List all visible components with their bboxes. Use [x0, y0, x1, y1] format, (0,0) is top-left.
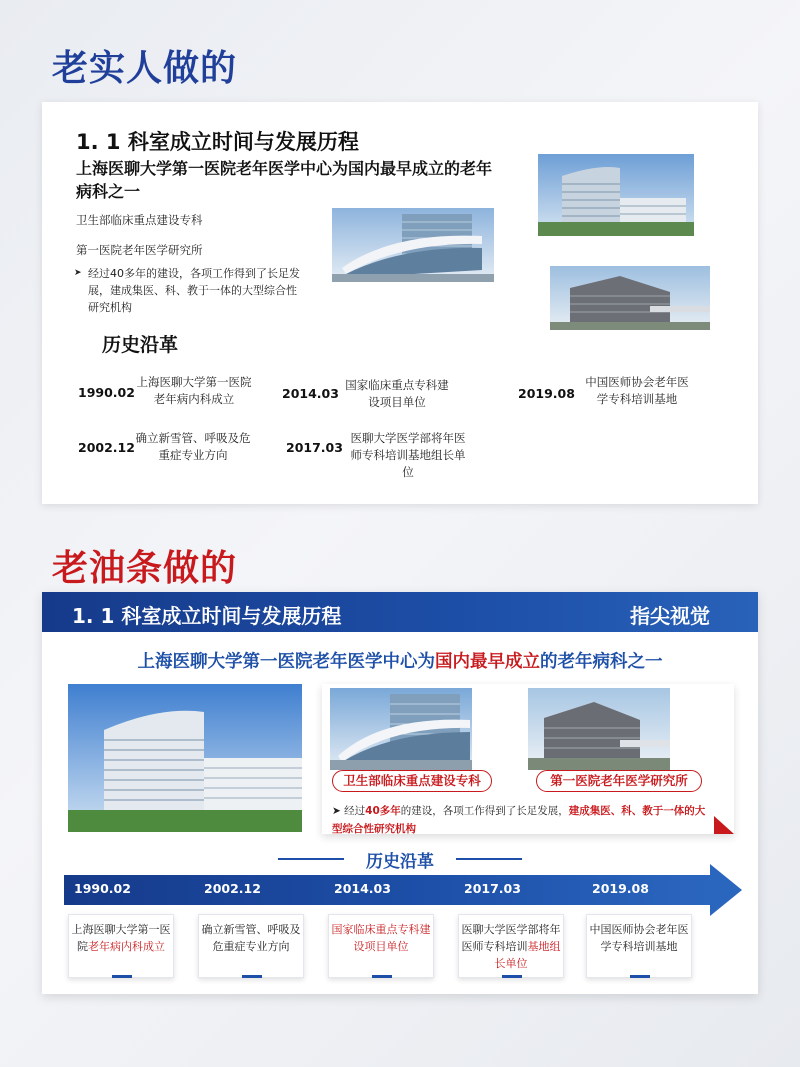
- slide1-event-desc: 国家临床重点专科建设项目单位: [345, 378, 449, 409]
- slide1-tag-institute: 第一医院老年医学研究所: [76, 243, 203, 257]
- timeline-card: [68, 914, 174, 978]
- bullet-arrow-icon: ➤: [332, 805, 345, 817]
- curved-building-icon: [332, 208, 494, 282]
- card-text: 中国医师协会老年医学专科培训基地: [589, 923, 689, 953]
- hospital-photo-curved: [330, 688, 472, 770]
- timeline-year: 2019.08: [592, 881, 649, 896]
- card-underline: [372, 975, 392, 978]
- tag-key-specialty: 卫生部临床重点建设专科: [332, 770, 492, 792]
- card-underline: [502, 975, 522, 978]
- slide1-subtitle: 上海医聊大学第一医院老年医学中心为国内最早成立的老年病科之一: [76, 159, 493, 201]
- note-highlight: 40多年: [365, 805, 401, 817]
- slide1-bullet-text: 经过40多年的建设，各项工作得到了长足发展，建成集医、科、教于一体的大型综合性研究机构: [88, 267, 300, 314]
- hospital-photo-tower: [538, 154, 694, 236]
- hospital-photo-bridge: [550, 266, 710, 330]
- slide2-bullet: [332, 802, 707, 838]
- bridge-building-icon: [550, 266, 710, 330]
- timeline-card: [458, 914, 564, 978]
- tag-institute: 第一医院老年医学研究所: [536, 770, 702, 792]
- brand-label: 指尖视觉: [630, 604, 710, 628]
- headline-highlight: 国内最早成立: [435, 652, 540, 672]
- card-highlight: 老年病内科成立: [88, 940, 165, 953]
- card-underline: [630, 975, 650, 978]
- note-highlight: 建成集医、科、教于一体的大型综合性研究机构: [332, 805, 706, 835]
- card-underline: [242, 975, 262, 978]
- card-underline: [112, 975, 132, 978]
- timeline-year: 2002.12: [204, 881, 261, 896]
- slide2-headline: [42, 648, 758, 673]
- note-part: 的建设，各项工作得到了长足发展，: [400, 805, 569, 817]
- main-building-icon: [68, 684, 302, 832]
- slide2-history-title: 历史沿革: [366, 852, 434, 872]
- card-text: 确立新雪管、呼吸及危重症专业方向: [201, 923, 301, 953]
- slide1-event-desc: 中国医师协会老年医学专科培训基地: [585, 375, 689, 406]
- slide1-bullet: [74, 265, 304, 316]
- timeline-year: 2017.03: [464, 881, 521, 896]
- slide1-event-desc: 确立新雪管、呼吸及危重症专业方向: [135, 431, 251, 462]
- slide1-event-date: 1990.02: [78, 385, 135, 400]
- hospital-photo-bridge: [528, 688, 670, 770]
- slide2-title: 1. 1 科室成立时间与发展历程: [72, 604, 342, 628]
- corner-fold-icon: [714, 816, 734, 834]
- slide1-history-title: 历史沿革: [102, 334, 179, 356]
- slide1-event-date: 2017.03: [286, 440, 343, 455]
- slide1-title: 1. 1 科室成立时间与发展历程: [76, 130, 359, 154]
- slide1-event-desc: 上海医聊大学第一医院老年病内科成立: [136, 375, 252, 406]
- timeline-year: 2014.03: [334, 881, 391, 896]
- tower-building-icon: [538, 154, 694, 236]
- headline-part: 上海医聊大学第一医院老年医学中心为: [137, 652, 435, 672]
- curved-building-icon: [330, 688, 472, 770]
- note-part: 经过: [344, 805, 366, 817]
- hospital-photo-curved: [332, 208, 494, 282]
- timeline-card: [586, 914, 692, 978]
- timeline-card: [198, 914, 304, 978]
- timeline-arrow-icon: [710, 864, 742, 916]
- slide1-tag-key-specialty: 卫生部临床重点建设专科: [76, 213, 203, 227]
- slide-designed: [42, 592, 758, 994]
- heading-honest: 老实人做的: [52, 47, 238, 89]
- bullet-arrow-icon: ➤: [74, 268, 82, 278]
- bridge-building-icon: [528, 688, 670, 770]
- hospital-photo-main: [68, 684, 302, 832]
- timeline-year: 1990.02: [74, 881, 131, 896]
- timeline-card: [328, 914, 434, 978]
- card-text: 上海医聊大学第一医院: [71, 923, 171, 953]
- slide1-event-date: 2019.08: [518, 386, 575, 401]
- slide1-event-desc: 医聊大学医学部将年医师专科培训基地组长单位: [350, 431, 466, 479]
- card-highlight: 国家临床重点专科建设项目单位: [331, 923, 431, 953]
- slide1-event-date: 2002.12: [78, 440, 135, 455]
- slide-plain: [42, 102, 758, 504]
- headline-part: 的老年病科之一: [540, 652, 663, 672]
- card-text: 医聊大学医学部将年医师专科培训: [461, 923, 561, 953]
- slide1-event-date: 2014.03: [282, 386, 339, 401]
- card-highlight: 基地组长单位: [494, 940, 561, 970]
- heading-veteran: 老油条做的: [52, 547, 238, 589]
